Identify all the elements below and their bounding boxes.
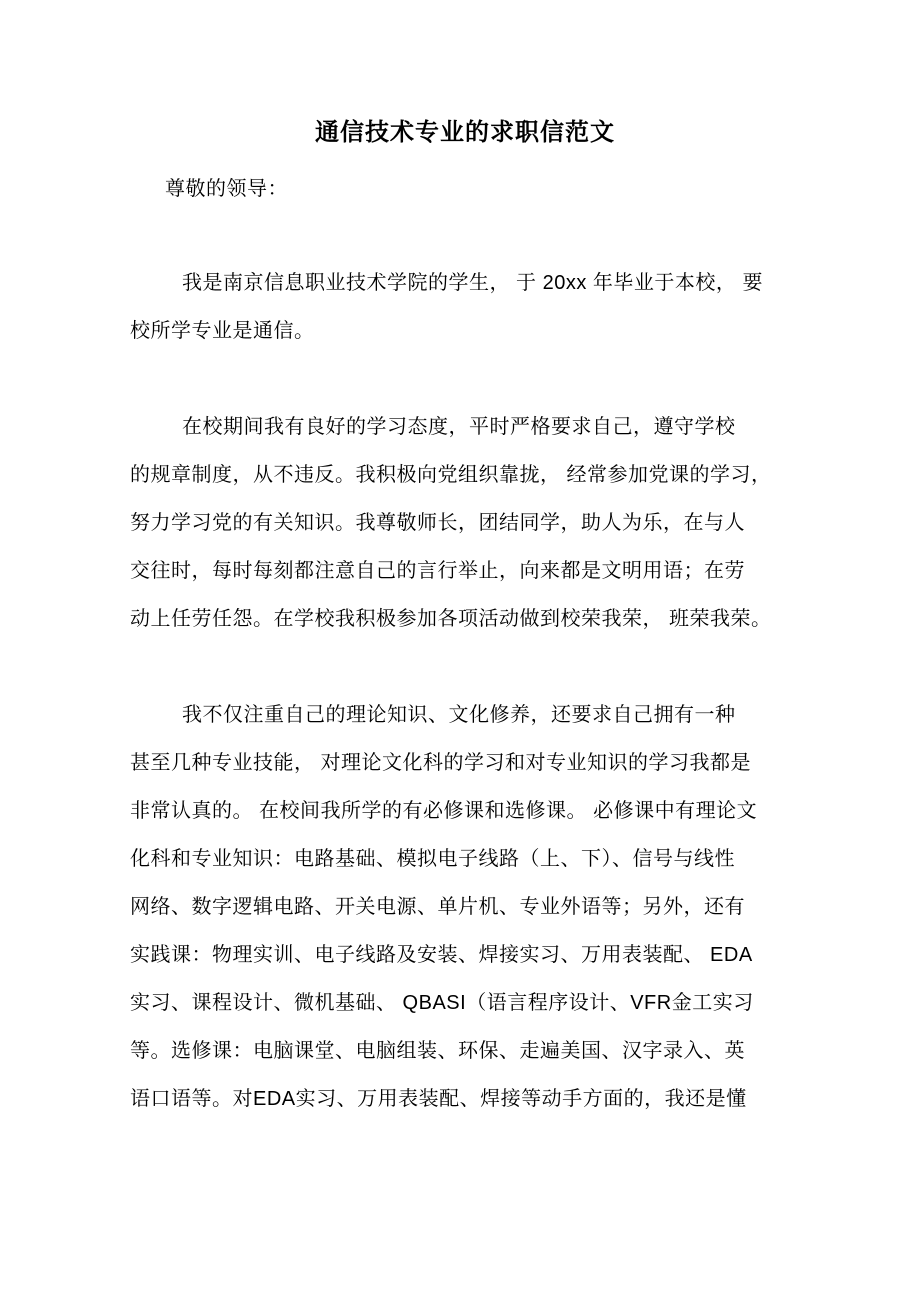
paragraph-line: 交往时，每时每刻都注意自己的言行举止，向来都是文明用语；在劳: [130, 560, 745, 582]
paragraph-line: 非常认真的。 在校间我所学的有必修课和选修课。 必修课中有理论文: [130, 800, 758, 822]
paragraph-line: 实践课：物理实训、电子线路及安装、焊接实习、万用表装配、 EDA: [130, 944, 753, 966]
paragraph-line: 校所学专业是通信。: [130, 320, 315, 342]
paragraph-line: 化科和专业知识：电路基础、模拟电子线路（上、下）、信号与线性: [130, 848, 735, 870]
paragraph-line: 在校期间我有良好的学习态度，平时严格要求自己，遵守学校: [182, 416, 736, 438]
document-content: [0, 109, 920, 1123]
paragraph-2: [130, 403, 800, 643]
paragraph-line: 等。选修课：电脑课堂、电脑组装、环保、走遍美国、汉字录入、英: [130, 1040, 745, 1062]
paragraph-3: [130, 691, 800, 1123]
paragraph-line: 语口语等。对EDA实习、万用表装配、焊接等动手方面的，我还是懂: [130, 1088, 747, 1110]
paragraph-line: 我不仅注重自己的理论知识、文化修养，还要求自己拥有一种: [182, 704, 736, 726]
paragraph-1: [130, 259, 800, 355]
paragraph-line: 努力学习党的有关知识。我尊敬师长，团结同学，助人为乐，在与人: [130, 512, 745, 534]
salutation: 尊敬的领导：: [165, 178, 288, 200]
paragraph-line: 网络、数字逻辑电路、开关电源、单片机、专业外语等；另外，还有: [130, 896, 745, 918]
paragraph-line: 甚至几种专业技能， 对理论文化科的学习和对专业知识的学习我都是: [130, 752, 752, 774]
paragraph-line: 的规章制度，从不违反。我积极向党组织靠拢， 经常参加党课的学习，: [130, 464, 772, 486]
paragraph-line: 我是南京信息职业技术学院的学生， 于 20xx 年毕业于本校， 要: [182, 272, 763, 294]
paragraph-line: 动上任劳任怨。在学校我积极参加各项活动做到校荣我荣， 班荣我荣。: [130, 608, 772, 630]
paragraph-line: 实习、课程设计、微机基础、 QBASI（语言程序设计、VFR金工实习: [130, 992, 754, 1014]
document-title: 通信技术专业的求职信范文: [315, 119, 615, 146]
